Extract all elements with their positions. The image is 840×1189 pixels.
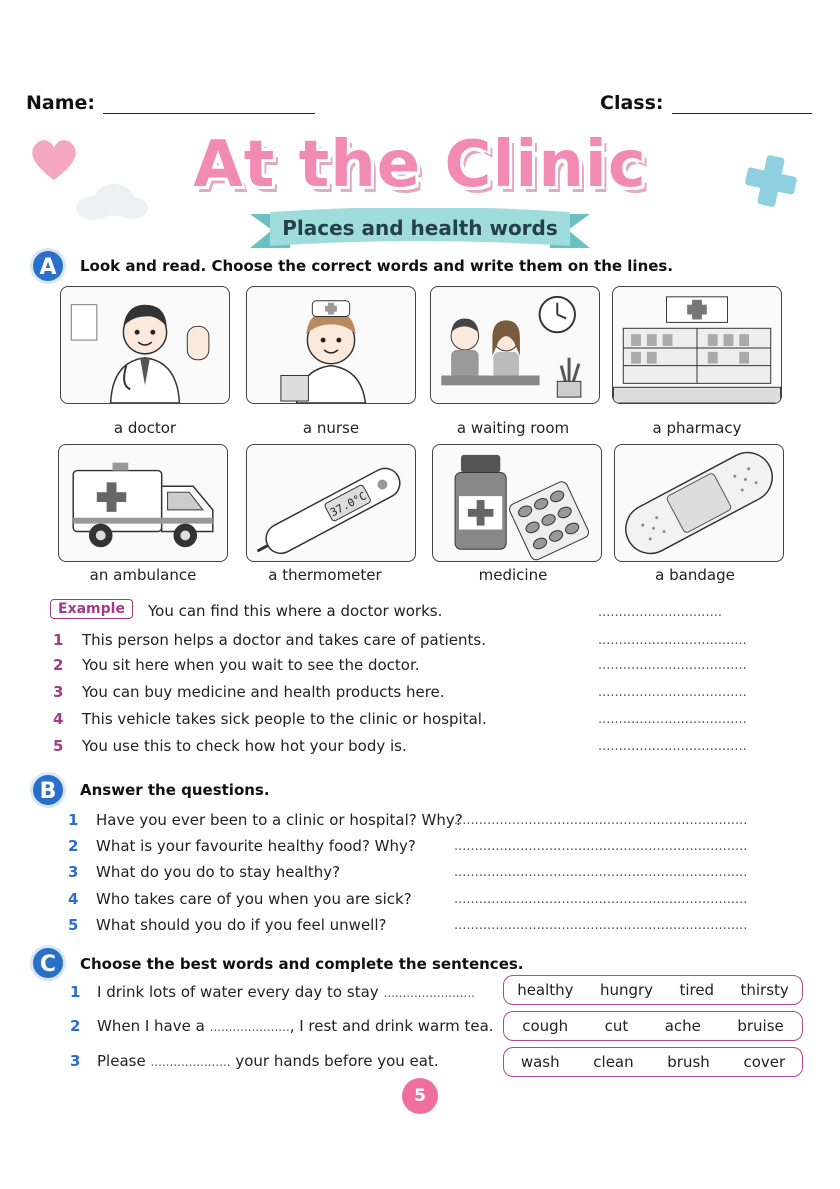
card-nurse: [246, 286, 416, 404]
caption-pharmacy: a pharmacy: [652, 419, 742, 437]
example-badge: Example: [50, 599, 133, 619]
doctor-icon: [61, 287, 229, 403]
question-number: 4: [68, 890, 79, 908]
name-field[interactable]: [26, 92, 315, 114]
answer-line[interactable]: .......................................................................: [454, 918, 748, 933]
word-option[interactable]: ache: [664, 1017, 701, 1035]
question-text: What do you do to stay healthy?: [96, 863, 341, 881]
question-text: You use this to check how hot your body is.: [82, 737, 407, 755]
page-subtitle: Places and health words: [282, 216, 558, 240]
answer-line[interactable]: .......................................................................: [454, 813, 748, 828]
question-number: 2: [68, 837, 79, 855]
question-number: 4: [53, 710, 64, 728]
title-area: [0, 128, 840, 248]
question-number: 1: [68, 811, 79, 829]
answer-line[interactable]: .......................................................................: [454, 839, 748, 854]
question-number: 5: [53, 737, 64, 755]
word-option[interactable]: clean: [593, 1053, 634, 1071]
bandage-icon: [615, 445, 783, 561]
question-number: 3: [53, 683, 64, 701]
name-line[interactable]: [103, 96, 315, 114]
card-ambulance: [58, 444, 228, 562]
word-option[interactable]: cut: [604, 1017, 629, 1035]
sentence-blank[interactable]: .....................: [150, 1055, 231, 1069]
word-option[interactable]: brush: [667, 1053, 710, 1071]
word-option[interactable]: bruise: [737, 1017, 784, 1035]
answer-line[interactable]: ....................................: [598, 658, 747, 673]
page-number: 5: [402, 1078, 438, 1114]
section-a-badge: A: [30, 248, 66, 284]
answer-line[interactable]: ....................................: [598, 633, 747, 648]
card-bandage: [614, 444, 784, 562]
sentence-2: [97, 1017, 494, 1035]
card-waiting-room: [430, 286, 600, 404]
card-thermometer: [246, 444, 416, 562]
pharmacy-icon: [613, 287, 781, 403]
word-option[interactable]: healthy: [517, 981, 574, 999]
waiting-room-icon: [431, 287, 599, 403]
class-field[interactable]: [600, 92, 812, 114]
sentence-before: Please: [97, 1052, 146, 1070]
answer-line[interactable]: .......................................................................: [454, 865, 748, 880]
sentence-after: , I rest and drink warm tea.: [289, 1017, 494, 1035]
section-c-instruction: Choose the best words and complete the sentences.: [80, 955, 524, 973]
word-option[interactable]: cover: [743, 1053, 786, 1071]
name-label: Name:: [26, 92, 96, 114]
sentence-number: 2: [70, 1017, 81, 1035]
caption-bandage: a bandage: [655, 566, 735, 584]
word-option[interactable]: cough: [522, 1017, 569, 1035]
card-doctor: [60, 286, 230, 404]
answer-line[interactable]: ....................................: [598, 739, 747, 754]
question-text: This person helps a doctor and takes care of patients.: [82, 631, 486, 649]
question-number: 2: [53, 656, 64, 674]
caption-thermometer: a thermometer: [268, 566, 382, 584]
word-box-2: [503, 1011, 803, 1041]
page-title: At the Clinic: [193, 128, 647, 202]
caption-waiting-room: a waiting room: [456, 419, 570, 437]
sentence-blank[interactable]: ........................: [383, 986, 475, 1000]
card-pharmacy: [612, 286, 782, 404]
question-text: Who takes care of you when you are sick?: [96, 890, 412, 908]
sentence-blank[interactable]: .....................: [209, 1020, 290, 1034]
thermometer-reading: 37.0°C: [328, 489, 369, 520]
answer-line[interactable]: ....................................: [598, 685, 747, 700]
question-text: What is your favourite healthy food? Why?: [96, 837, 416, 855]
word-option[interactable]: hungry: [599, 981, 654, 999]
question-text: You can buy medicine and health products here.: [82, 683, 445, 701]
word-box-3: [503, 1047, 803, 1077]
class-label: Class:: [600, 92, 664, 114]
section-b-badge: B: [30, 772, 66, 808]
section-c-badge: C: [30, 945, 66, 981]
question-number: 1: [53, 631, 64, 649]
sentence-3: [97, 1052, 439, 1070]
medicine-icon: [433, 445, 601, 561]
sentence-after: your hands before you eat.: [235, 1052, 439, 1070]
answer-line[interactable]: ....................................: [598, 712, 747, 727]
section-b-instruction: Answer the questions.: [80, 781, 270, 799]
word-box-1: [503, 975, 803, 1005]
answer-line[interactable]: .......................................................................: [454, 892, 748, 907]
thermometer-icon: [247, 445, 415, 561]
class-line[interactable]: [672, 96, 812, 114]
sentence-number: 1: [70, 983, 81, 1001]
caption-ambulance: an ambulance: [89, 566, 197, 584]
caption-medicine: medicine: [478, 566, 548, 584]
section-a-instruction: Look and read. Choose the correct words and write them on the lines.: [80, 257, 674, 275]
sentence-before: When I have a: [97, 1017, 205, 1035]
sentence-number: 3: [70, 1052, 81, 1070]
caption-doctor: a doctor: [113, 419, 177, 437]
sentence-1: [97, 983, 475, 1001]
question-text: What should you do if you feel unwell?: [96, 916, 387, 934]
word-option[interactable]: thirsty: [740, 981, 789, 999]
example-answer-line[interactable]: ..............................: [598, 605, 722, 620]
nurse-icon: [247, 287, 415, 403]
sentence-before: I drink lots of water every day to stay: [97, 983, 379, 1001]
word-option[interactable]: wash: [520, 1053, 560, 1071]
question-text: Have you ever been to a clinic or hospital? Why?: [96, 811, 463, 829]
question-text: You sit here when you wait to see the doctor.: [82, 656, 420, 674]
question-number: 5: [68, 916, 79, 934]
word-option[interactable]: tired: [679, 981, 715, 999]
example-text: You can find this where a doctor works.: [148, 602, 443, 620]
card-medicine: [432, 444, 602, 562]
question-number: 3: [68, 863, 79, 881]
question-text: This vehicle takes sick people to the clinic or hospital.: [82, 710, 487, 728]
ambulance-icon: [59, 445, 227, 561]
caption-nurse: a nurse: [302, 419, 360, 437]
